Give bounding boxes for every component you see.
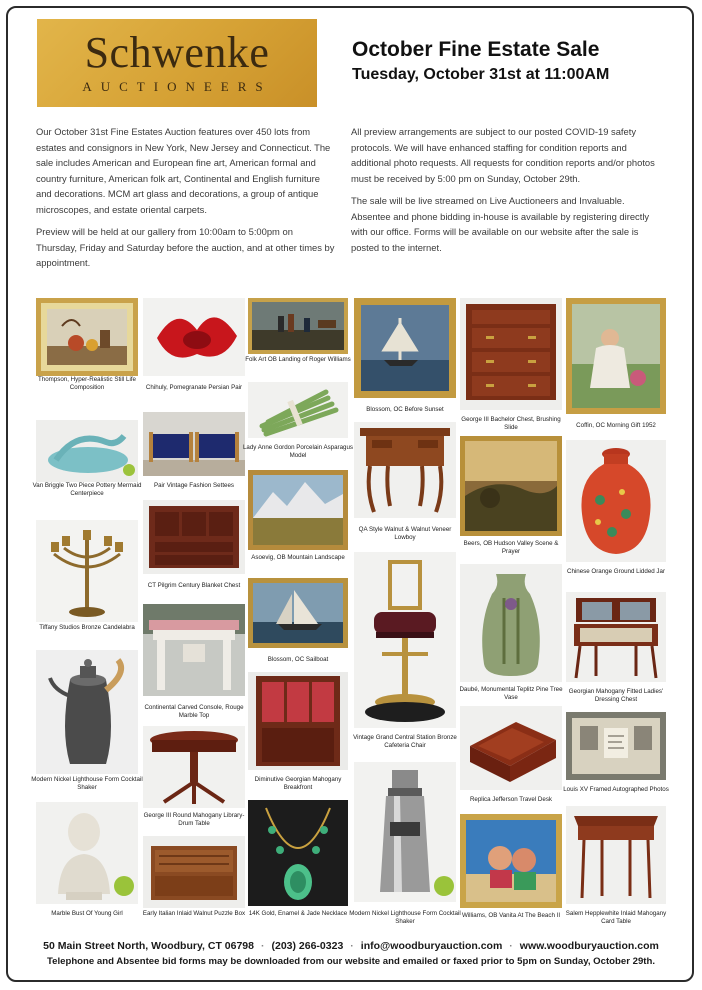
lot-caption: Vintage Grand Central Station Bronze Cafeteria Chair [353,734,457,749]
lot-photo-morning-gift [566,298,666,414]
lot-item[interactable] [563,712,669,804]
lot-caption: QA Style Walnut & Walnut Veneer Lowboy [358,526,452,541]
lot-caption: Early Italian Inlaid Walnut Puzzle Box [142,910,246,917]
lot-caption: Marble Bust Of Young Girl [51,910,123,917]
lot-caption: Georgian Mahogany Fitted Ladies' Dressing Chest [568,688,664,703]
lot-caption: Tiffany Studios Bronze Candelabra [39,624,135,631]
lot-caption: Modern Nickel Lighthouse Form Cocktail Shaker [31,776,143,791]
lot-item[interactable] [460,706,562,812]
lot-item[interactable] [354,298,456,416]
lot-item[interactable] [32,420,142,510]
lot-item[interactable] [143,836,245,926]
lot-photo-lighthouse-shaker [354,762,456,902]
lot-caption: Diminutive Georgian Mahogany Breakfront [254,776,342,791]
lot-caption: Beers, OB Hudson Valley Scene & Prayer [463,540,559,555]
separator: · [260,940,265,952]
lot-item[interactable] [354,552,456,756]
lot-photo-puzzle-box [143,836,245,908]
website-link[interactable]: www.woodburyauction.com [519,940,659,952]
lot-item[interactable] [566,806,666,930]
lot-photo-folk-art-landing [248,298,348,354]
lot-item[interactable] [31,650,143,796]
lot-photo-drum-table [143,726,245,808]
lot-caption: Thompson, Hyper-Realistic Still Life Composition [37,376,136,391]
lot-item[interactable] [36,520,138,644]
lot-item[interactable] [242,382,354,460]
logo-tagline: AUCTIONEERS [82,79,272,94]
lot-photo-settees [143,412,245,476]
lot-caption: Chinese Orange Ground Lidded Jar [566,568,666,575]
lot-item[interactable] [143,298,245,408]
lot-caption: Folk Art OB Landing of Roger Williams [245,356,351,363]
lot-item[interactable] [460,436,562,556]
lot-caption: Modern Nickel Lighthouse Form Cocktail Shaker [349,910,461,925]
lot-photo-breakfront [248,672,348,770]
contact-line [0,940,702,952]
lot-item[interactable] [354,422,456,544]
lot-photo-asparagus [248,382,348,438]
covid-paragraph: All preview arrangements are subject to our posted COVID-19 safety protocols. We will have enhanced staffing for condition reports and additional photo requests. All requests for condition reports and/or photos must be received by 5:00 pm on Sunday, October 29th. [351,126,655,184]
lot-caption: Lady Anne Gordon Porcelain Asparagus Model [242,444,354,459]
lot-photo-cafeteria-chair [354,552,456,728]
lot-caption: 14K Gold, Enamel & Jade Necklace [248,910,348,917]
lot-item[interactable] [460,298,562,432]
intro-column-left [36,124,336,278]
phone-link[interactable]: (203) 266-0323 [271,940,344,952]
lot-caption: Coffin, OC Morning Gift 1952 [576,422,656,429]
lot-caption: Blossom, OC Sailboat [267,656,329,663]
email-link[interactable]: info@woodburyauction.com [360,940,503,952]
lot-photo-before-sunset [354,298,456,398]
lot-photo-still-life [36,298,138,376]
lot-item[interactable] [36,802,138,922]
lot-photo-vanita-beach [460,814,562,908]
lot-photo-hudson-valley [460,436,562,536]
lot-item[interactable] [460,564,562,702]
lot-photo-card-table [566,806,666,904]
lot-caption: Chihuly, Pomegranate Persian Pair [145,384,243,391]
lot-photo-sailboat [248,578,348,648]
bid-forms-note: Telephone and Absentee bid forms may be downloaded from our website and emailed or faxed prior to 5pm on Sunday, October 29th. [46,956,656,967]
lot-item[interactable] [143,604,245,722]
lot-photo-blanket-chest [143,500,245,574]
lot-item[interactable] [566,298,666,434]
lot-photo-marble-bust [36,802,138,904]
lot-photo-lowboy [354,422,456,518]
lot-caption: George III Round Mahogany Library-Drum Table [143,812,245,827]
sale-date: Tuesday, October 31st at 11:00AM [352,66,610,83]
lot-item[interactable] [143,726,245,830]
lot-caption: Van Briggle Two Piece Pottery Mermaid Centerpiece [32,482,142,497]
lot-caption: Daubé, Monumental Teplitz Pine Tree Vase [459,686,563,701]
lot-item[interactable] [566,440,666,584]
intro-column-right [351,124,661,262]
lot-item[interactable] [566,592,666,708]
lot-photo-candelabra [36,520,138,622]
lot-item[interactable] [460,814,562,930]
separator: · [350,940,354,952]
lot-photo-chihuly-glass [143,298,245,376]
auctioneer-logo[interactable] [37,19,317,107]
lot-photo-mountain-landscape [248,470,348,550]
separator: · [509,940,513,952]
lot-item[interactable] [349,762,461,928]
lot-item[interactable] [143,500,245,598]
lot-caption: Continental Carved Console, Rouge Marble Top [144,704,244,719]
lot-caption: George III Bachelor Chest, Brushing Slide [461,416,561,431]
lot-item[interactable] [36,298,138,394]
lot-caption: Replica Jefferson Travel Desk [469,796,553,803]
lot-item[interactable] [248,578,348,670]
address: 50 Main Street North, Woodbury, CT 06798 [43,940,254,952]
lot-photo-cocktail-shaker [36,650,138,774]
lot-caption: Williams, OB Vanita At The Beach II [461,912,561,919]
intro-paragraph: Our October 31st Fine Estates Auction features over 450 lots from estates and consignors in New York, New Jersey and Connecticut. The sale includes American and European fine art, American formal and country furniture, American folk art, Continental and English furniture and decorations. MCM art glass and decorations, a group of antique microscopes, and estate oriental carpets. [36,126,331,215]
lot-photo-jade-necklace [248,800,348,906]
livestream-paragraph: The sale will be live streamed on Live Auctioneers and Invaluable. Absentee and phone bidding in-house is available by registering directly with our office. Forms will be available on our website after the sale is posted to the internet. [351,195,650,253]
lot-photo-teplitz-vase [460,564,562,682]
lot-photo-pottery-centerpiece [36,420,138,482]
lot-photo-console [143,604,245,696]
sale-title: October Fine Estate Sale [352,38,600,61]
lot-item[interactable] [248,800,348,926]
lot-photo-orange-jar [566,440,666,562]
lot-photo-dressing-chest [566,592,666,682]
lot-photo-travel-desk [460,706,562,790]
lot-item[interactable] [143,412,245,496]
lot-caption: CT Pilgrim Century Blanket Chest [147,582,241,589]
lot-item[interactable] [248,672,348,798]
lot-photo-bachelor-chest [460,298,562,410]
lot-caption: Blossom, OC Before Sunset [366,406,444,413]
lot-item[interactable] [245,298,351,376]
lot-caption: Salem Hepplewhite Inlaid Mahogany Card Table [565,910,667,925]
logo-name: Schwenke [84,28,270,77]
lot-caption: Louis XV Framed Autographed Photos [563,786,669,793]
preview-paragraph: Preview will be held at our gallery from 10:00am to 5:00pm on Thursday, Friday and Saturday before the auction, and at other times by appointment. [36,226,335,268]
lot-caption: Asoevig, OB Mountain Landscape [251,554,345,561]
lot-item[interactable] [248,470,348,572]
lot-photo-autographed-photos [566,712,666,780]
lot-caption: Pair Vintage Fashion Settees [153,482,235,489]
